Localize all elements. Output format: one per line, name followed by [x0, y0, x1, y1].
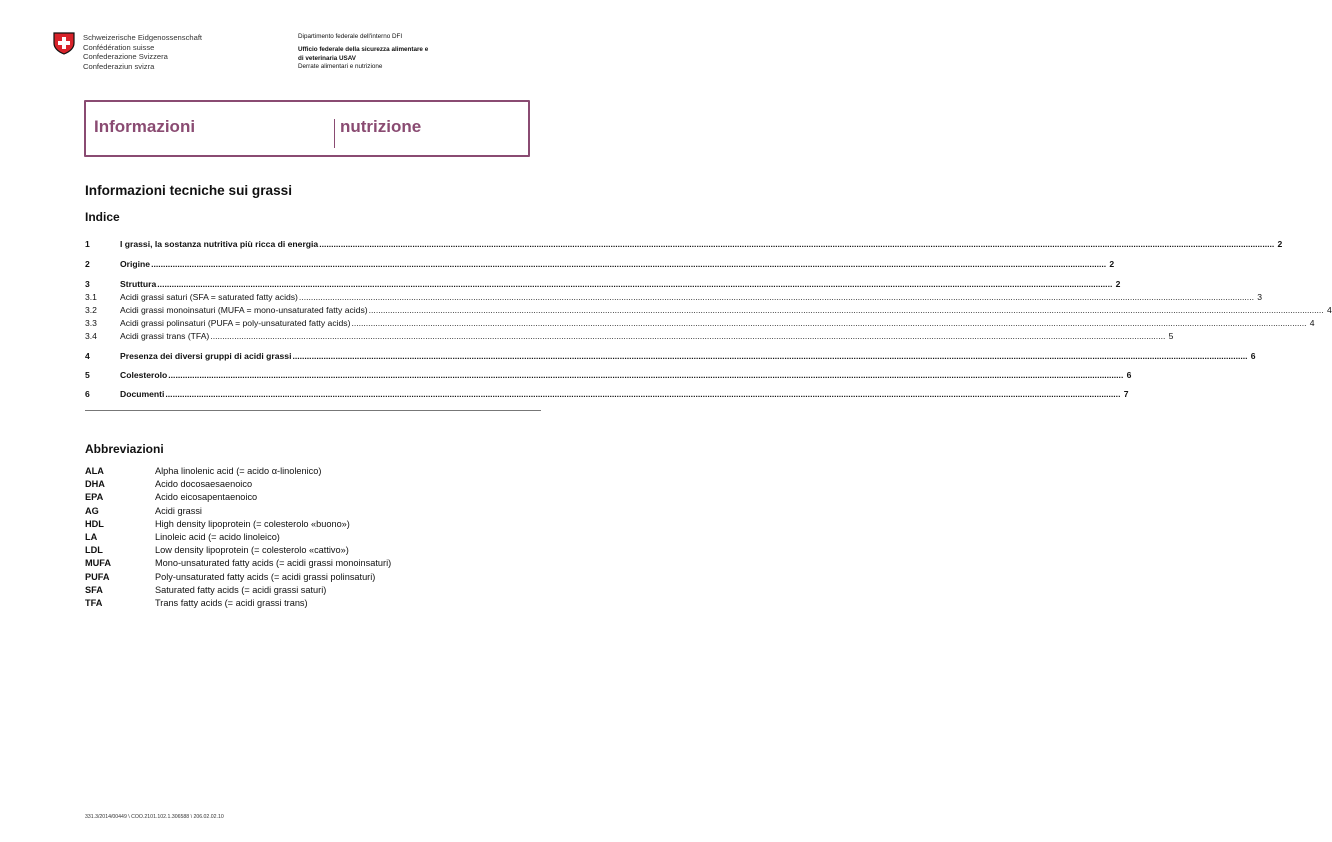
abbreviation-code: PUFA — [85, 571, 110, 582]
abbreviation-row — [85, 465, 391, 478]
abbreviation-code: AG — [85, 505, 99, 516]
abbreviation-code: EPA — [85, 492, 104, 503]
abbreviation-description: Acido eicosapentaenoico — [155, 492, 258, 503]
abbreviation-code: ALA — [85, 466, 104, 476]
abbreviation-description: Low density lipoprotein (= colesterolo «cattivo») — [155, 545, 349, 556]
abbreviation-description: Mono-unsaturated fatty acids (= acidi grassi monoinsaturi) — [155, 558, 392, 569]
abbreviation-code: MUFA — [85, 558, 112, 569]
toc-number: 3.1 — [85, 292, 97, 302]
toc-leader: ................................................................................................................................................................................................................................................................................................................................................................................................................ — [151, 259, 1107, 269]
abbreviation-row — [85, 478, 391, 491]
banner-left-text: Informazioni — [94, 117, 196, 136]
department-name: Dipartimento federale dell'interno DFI — [298, 33, 403, 40]
abbreviation-row — [85, 505, 391, 518]
abbreviations-heading: Abbreviazioni — [85, 442, 164, 456]
abbreviation-code: LDL — [85, 545, 103, 556]
toc-title: Acidi grassi monoinsaturi (MUFA = mono-unsaturated fatty acids) — [120, 305, 368, 315]
toc-entry[interactable] — [85, 277, 1121, 289]
document-title: Informazioni tecniche sui grassi — [85, 183, 292, 198]
toc-entry[interactable] — [85, 329, 1174, 341]
toc-leader: ................................................................................................................................................................................................................................................................................................................................................................................................................ — [368, 305, 1324, 315]
title-banner — [84, 100, 530, 157]
toc-leader: ................................................................................................................................................................................................................................................................................................................................................................................................................ — [292, 351, 1248, 361]
toc-title: Presenza dei diversi gruppi di acidi grassi — [120, 351, 292, 361]
confederation-line: Schweizerische Eidgenossenschaft — [83, 33, 203, 42]
abbreviation-row — [85, 491, 391, 504]
abbreviation-row — [85, 584, 391, 597]
abbreviation-description: Alpha linolenic acid (= acido α-linolenico) — [155, 466, 322, 476]
document-reference: 331.3/2014/00449 \ COO.2101.102.1.306588 \ 206.02.02.10 — [85, 814, 224, 820]
abbreviation-description: Saturated fatty acids (= acidi grassi saturi) — [155, 584, 327, 595]
swiss-cross-logo — [52, 31, 76, 55]
toc-leader: ................................................................................................................................................................................................................................................................................................................................................................................................................ — [210, 331, 1166, 341]
toc-entry[interactable] — [85, 290, 1262, 302]
toc-page: 6 — [1126, 370, 1132, 380]
abbreviation-code: TFA — [85, 598, 103, 609]
confederation-names — [83, 33, 202, 71]
toc-entry[interactable] — [85, 237, 1283, 249]
toc-page: 2 — [1109, 259, 1115, 269]
section-divider — [85, 410, 541, 411]
toc-entry[interactable] — [85, 349, 1256, 361]
toc-number: 1 — [85, 239, 90, 249]
abbreviation-row — [85, 571, 391, 584]
banner-right-text: nutrizione — [340, 117, 422, 136]
abbreviation-row — [85, 597, 391, 610]
toc-page: 2 — [1277, 239, 1283, 249]
abbreviation-code: LA — [85, 532, 98, 543]
toc-page: 4 — [1309, 318, 1315, 328]
toc-leader: ................................................................................................................................................................................................................................................................................................................................................................................................................ — [157, 279, 1113, 289]
toc-page: 6 — [1250, 351, 1256, 361]
department-block — [298, 33, 428, 71]
abbreviation-description: Poly-unsaturated fatty acids (= acidi grassi polinsaturi) — [155, 571, 376, 582]
abbreviation-row — [85, 544, 391, 557]
confederation-line: Confederaziun svizra — [83, 61, 155, 71]
toc-leader: ................................................................................................................................................................................................................................................................................................................................................................................................................ — [319, 239, 1275, 249]
abbreviation-description: Trans fatty acids (= acidi grassi trans) — [155, 598, 308, 609]
banner-divider — [334, 119, 335, 148]
toc-title: I grassi, la sostanza nutritiva più ricca di energia — [120, 239, 319, 249]
toc-entry[interactable] — [85, 368, 1132, 380]
toc-number: 2 — [85, 259, 90, 269]
confederation-line: Confederazione Svizzera — [83, 52, 168, 62]
toc-entry[interactable] — [85, 257, 1115, 269]
toc-number: 3.4 — [85, 331, 97, 341]
toc-title: Acidi grassi trans (TFA) — [120, 331, 210, 341]
toc-page: 3 — [1257, 292, 1262, 302]
toc-entry[interactable] — [85, 387, 1129, 399]
abbreviation-description: Linoleic acid (= acido linoleico) — [155, 532, 280, 543]
abbreviation-description: Acido docosaesaenoico — [155, 479, 253, 490]
toc-leader: ................................................................................................................................................................................................................................................................................................................................................................................................................ — [351, 318, 1307, 328]
toc-number: 3.2 — [85, 305, 97, 315]
abbreviation-row — [85, 557, 391, 570]
toc-page: 7 — [1123, 389, 1129, 399]
toc-leader: ................................................................................................................................................................................................................................................................................................................................................................................................................ — [298, 292, 1254, 302]
toc-number: 5 — [85, 370, 90, 380]
toc-number: 3.3 — [85, 318, 97, 328]
toc-number: 4 — [85, 351, 90, 361]
toc-entry[interactable] — [85, 316, 1315, 328]
confederation-line: Confédération suisse — [83, 42, 155, 52]
toc-page: 4 — [1326, 305, 1332, 315]
office-name-line2: di veterinaria USAV — [298, 54, 356, 62]
toc-leader: ................................................................................................................................................................................................................................................................................................................................................................................................................ — [168, 370, 1124, 380]
abbreviation-code: DHA — [85, 479, 105, 490]
toc-title: Colesterolo — [120, 370, 168, 380]
toc-number: 3 — [85, 279, 90, 289]
office-name-line1: Ufficio federale della sicurezza alimentare e — [298, 46, 429, 54]
toc-heading: Indice — [85, 210, 120, 224]
abbreviation-description: Acidi grassi — [155, 505, 202, 516]
toc-page: 2 — [1115, 279, 1121, 289]
abbreviation-row — [85, 531, 391, 544]
toc-title: Struttura — [120, 279, 157, 289]
abbreviation-description: High density lipoprotein (= colesterolo «buono») — [155, 518, 350, 529]
toc-title: Origine — [120, 259, 151, 269]
abbreviation-code: SFA — [85, 584, 103, 595]
abbreviations-list — [85, 465, 391, 610]
toc-leader: ................................................................................................................................................................................................................................................................................................................................................................................................................ — [165, 389, 1121, 399]
division-name: Derrate alimentari e nutrizione — [298, 62, 383, 70]
toc-page: 5 — [1168, 331, 1174, 341]
toc-number: 6 — [85, 389, 90, 399]
toc-title: Acidi grassi saturi (SFA = saturated fatty acids) — [120, 292, 298, 302]
abbreviation-code: HDL — [85, 518, 104, 529]
toc-title: Acidi grassi polinsaturi (PUFA = poly-unsaturated fatty acids) — [120, 318, 351, 328]
toc-entry[interactable] — [85, 303, 1332, 315]
abbreviation-row — [85, 518, 391, 531]
toc-title: Documenti — [120, 389, 165, 399]
